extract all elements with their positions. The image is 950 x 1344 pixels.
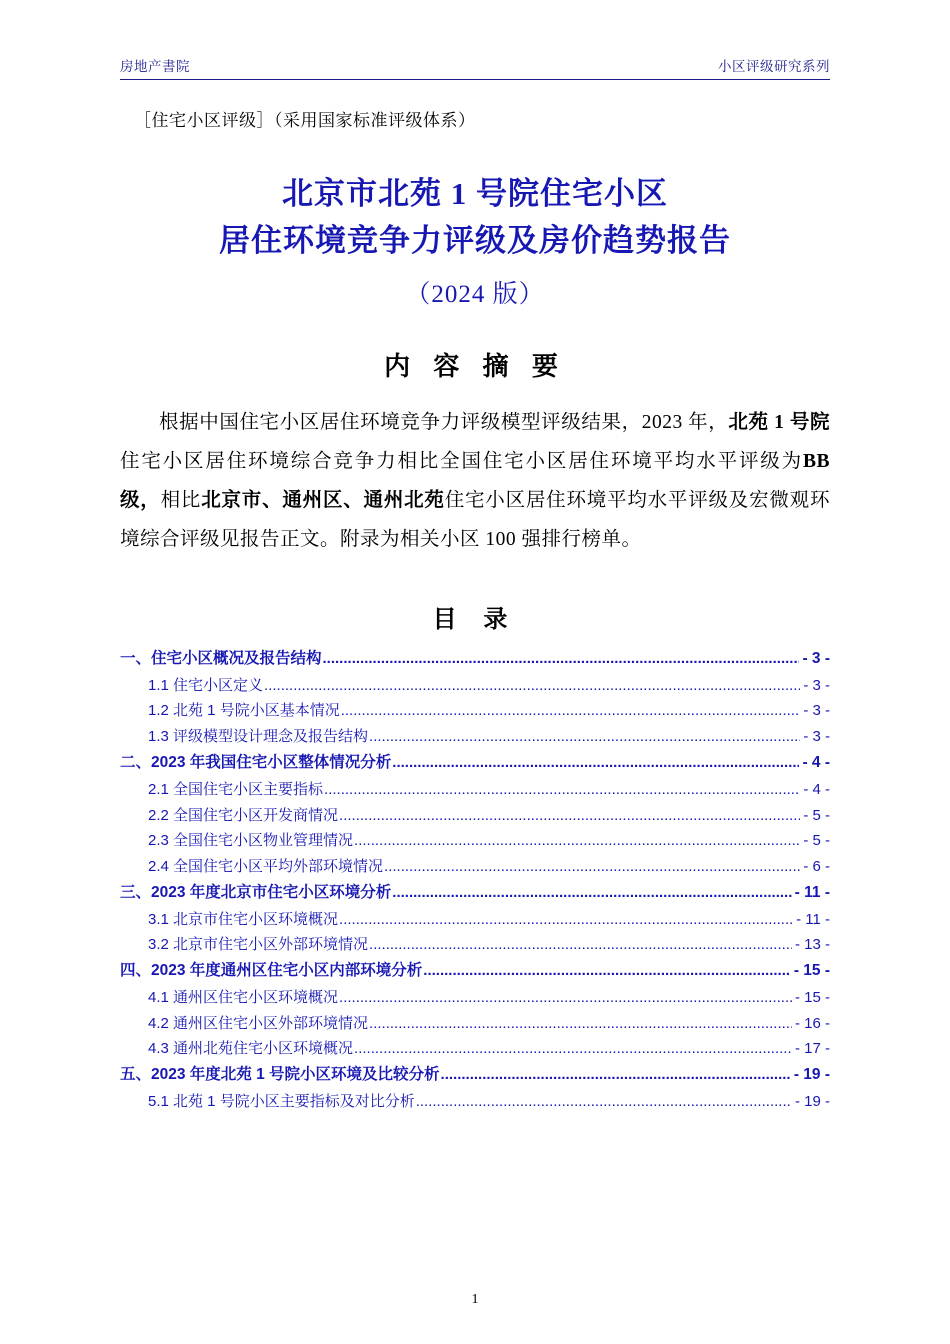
toc-leader-dots: [339, 985, 792, 1011]
toc-leader-dots: [264, 673, 800, 699]
toc-entry[interactable]: [120, 750, 830, 777]
toc-entry-label: 五、2023 年度北苑 1 号院小区环境及比较分析: [120, 1066, 440, 1084]
toc-entry[interactable]: [120, 698, 830, 724]
abstract-segment: 住宅小区居住环境平均水平评级及宏微观环境综合评级见报告正文。附录为相关小区 100 强排行榜单。: [120, 490, 830, 550]
toc-entry-label: 1.2 北苑 1 号院小区基本情况: [148, 702, 340, 720]
toc-entry-page: - 4 -: [802, 754, 830, 772]
toc-heading: 目 录: [432, 606, 518, 633]
toc-entry-page: - 17 -: [794, 1040, 830, 1058]
abstract-segment: 相比: [160, 490, 202, 511]
abstract-segment: 北京市、通州区、通州北苑: [201, 490, 445, 511]
toc-leader-dots: [416, 1089, 792, 1115]
toc-entry-page: - 3 -: [803, 702, 830, 720]
abstract-segment: 根据中国住宅小区居住环境竞争力评级模型评级结果，2023 年，: [159, 412, 729, 433]
toc-entry[interactable]: [120, 1062, 830, 1089]
toc-entry[interactable]: [120, 1089, 830, 1115]
toc-entry[interactable]: [120, 673, 830, 699]
toc-entry-page: - 6 -: [803, 858, 830, 876]
toc-entry-page: - 16 -: [794, 1014, 830, 1032]
page-footer: [0, 1292, 950, 1308]
abstract-paragraph: [120, 403, 830, 559]
abstract-segment: 北苑 1 号院: [728, 412, 830, 433]
toc-entry-label: 1.3 评级模型设计理念及报告结构: [148, 728, 369, 746]
toc-leader-dots: [423, 958, 791, 984]
toc-leader-dots: [354, 1036, 792, 1062]
toc-entry-label: 2.4 全国住宅小区平均外部环境情况: [148, 858, 384, 876]
toc-entry-page: - 19 -: [793, 1066, 830, 1084]
toc-leader-dots: [384, 854, 800, 880]
toc-entry-label: 2.1 全国住宅小区主要指标: [148, 780, 324, 798]
toc-entry-label: 四、2023 年度通州区住宅小区内部环境分析: [120, 962, 423, 980]
page-number: 1: [471, 1292, 479, 1307]
report-version: （2024 版）: [405, 281, 545, 308]
abstract-segment: 住宅小区居住环境综合竞争力相比全国住宅小区居住环境平均水平评级为: [120, 451, 803, 472]
toc-entry[interactable]: [120, 724, 830, 750]
toc-entry-page: - 3 -: [803, 676, 830, 694]
header-publisher: 房地产書院: [120, 59, 190, 74]
table-of-contents: [120, 646, 830, 1115]
toc-leader-dots: [392, 750, 799, 776]
toc-entry-label: 1.1 住宅小区定义: [148, 676, 264, 694]
toc-leader-dots: [354, 828, 800, 854]
page-header: [120, 55, 830, 80]
toc-entry-label: 3.2 北京市住宅小区外部环境情况: [148, 936, 369, 954]
abstract-heading: 内 容 摘 要: [384, 351, 566, 381]
header-series: 小区评级研究系列: [718, 59, 830, 74]
toc-entry[interactable]: [120, 932, 830, 958]
toc-entry-label: 2.2 全国住宅小区开发商情况: [148, 806, 339, 824]
toc-leader-dots: [339, 907, 793, 933]
toc-entry-label: 二、2023 年我国住宅小区整体情况分析: [120, 754, 392, 772]
toc-entry-label: 4.1 通州区住宅小区环境概况: [148, 988, 339, 1006]
toc-entry-label: 5.1 北苑 1 号院小区主要指标及对比分析: [148, 1092, 415, 1110]
toc-entry-page: - 5 -: [803, 832, 830, 850]
toc-entry-page: - 15 -: [793, 962, 830, 980]
toc-entry-page: - 11 -: [796, 910, 830, 928]
abstract-segment: BB 级，: [120, 451, 830, 511]
toc-entry-label: 4.3 通州北苑住宅小区环境概况: [148, 1040, 354, 1058]
toc-leader-dots: [369, 932, 792, 958]
toc-entry-page: - 11 -: [794, 883, 830, 901]
toc-entry-page: - 3 -: [802, 650, 830, 667]
toc-entry[interactable]: [120, 828, 830, 854]
toc-entry[interactable]: [120, 985, 830, 1011]
toc-entry[interactable]: [120, 880, 830, 907]
toc-leader-dots: [324, 777, 800, 803]
report-category-line: ［住宅小区评级］（采用国家标准评级体系）: [134, 111, 476, 130]
toc-entry[interactable]: [120, 958, 830, 985]
toc-entry[interactable]: [120, 1011, 830, 1037]
toc-leader-dots: [369, 724, 800, 750]
toc-entry[interactable]: [120, 854, 830, 880]
title-block: [120, 171, 830, 310]
toc-entry-label: 3.1 北京市住宅小区环境概况: [148, 910, 339, 928]
toc-entry-page: - 5 -: [803, 806, 830, 824]
toc-entry-page: - 15 -: [794, 988, 830, 1006]
toc-leader-dots: [441, 1062, 791, 1088]
toc-entry-label: 4.2 通州区住宅小区外部环境情况: [148, 1014, 369, 1032]
toc-entry-label: 三、2023 年度北京市住宅小区环境分析: [120, 883, 392, 901]
report-title-line-1: 北京市北苑 1 号院住宅小区: [282, 176, 668, 211]
toc-entry[interactable]: [120, 646, 830, 673]
toc-entry-page: - 4 -: [803, 780, 830, 798]
toc-entry-page: - 3 -: [803, 728, 830, 746]
report-title-line-2: 居住环境竞争力评级及房价趋势报告: [219, 222, 731, 258]
toc-entry-label: 一、住宅小区概况及报告结构: [120, 650, 322, 667]
toc-entry[interactable]: [120, 777, 830, 803]
toc-leader-dots: [341, 698, 801, 724]
toc-entry[interactable]: [120, 803, 830, 829]
toc-leader-dots: [369, 1011, 792, 1037]
toc-leader-dots: [392, 880, 791, 906]
toc-entry[interactable]: [120, 1036, 830, 1062]
toc-entry-page: - 19 -: [794, 1092, 830, 1110]
toc-leader-dots: [323, 646, 800, 672]
toc-entry[interactable]: [120, 907, 830, 933]
toc-leader-dots: [339, 803, 800, 829]
toc-entry-label: 2.3 全国住宅小区物业管理情况: [148, 832, 354, 850]
toc-entry-page: - 13 -: [794, 936, 830, 954]
